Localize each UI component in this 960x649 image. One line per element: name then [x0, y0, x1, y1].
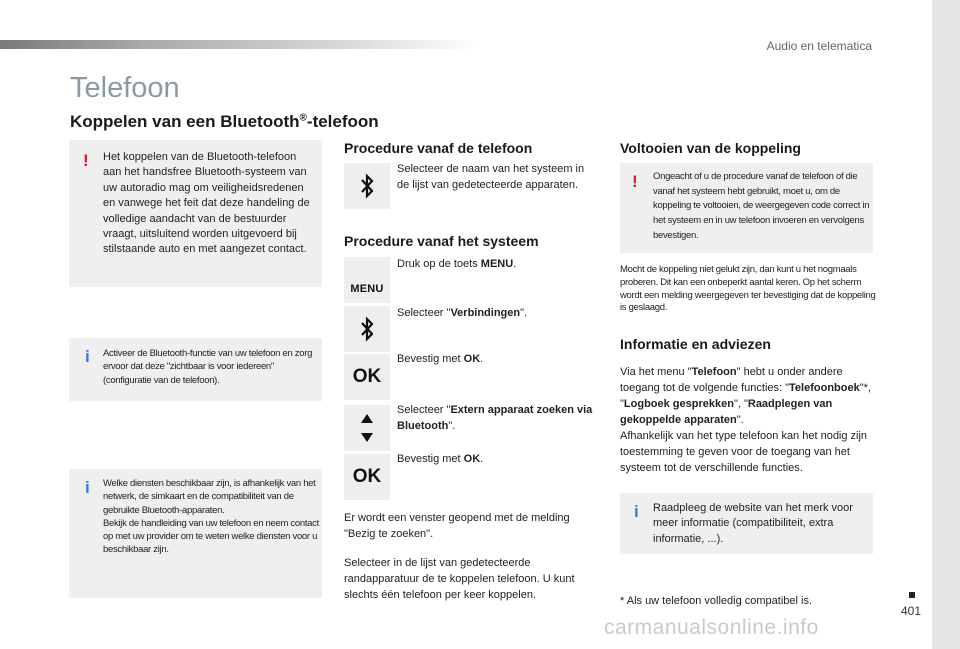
menu-label: MENU	[350, 283, 384, 295]
step-select-external-device: Selecteer "Extern apparaat zoeken via Bluetooth".	[397, 404, 593, 432]
step-select-connections: Selecteer "Verbindingen".	[397, 307, 528, 319]
bluetooth-icon	[359, 173, 375, 199]
ok-label: OK	[352, 466, 382, 487]
heading-procedure-system: Procedure vanaf het systeem	[344, 233, 539, 249]
ok-label: OK	[352, 366, 382, 387]
warning-text: Het koppelen van de Bluetooth-telefoon aan het handsfree Bluetooth-systeem van uw autoradio mag om veiligheidsredenen en vanwege het feit dat deze handeling de volledige aandacht van de bestuurder vraagt, uitsluitend worden uitgevoerd bij stilstaande auto en met aangezet contact.	[103, 151, 310, 256]
step-confirm-ok: Bevestig met OK.	[397, 353, 484, 365]
info-text-website: Raadpleeg de website van het merk voor meer informatie (compatibiliteit, extra informatie, ...).	[653, 502, 853, 545]
bluetooth-button	[344, 306, 390, 352]
phone-step-text: Selecteer de naam van het systeem in de lijst van gedetecteerde apparaten.	[397, 163, 585, 191]
warning-text-code: Ongeacht of u de procedure vanaf de telefoon of die vanaf het systeem hebt gebruikt, moet u, om de koppeling te voltooien, de weergegeven code correct in het systeem en in uw telefoon invoeren en vervolgens bevestigen.	[653, 171, 870, 241]
up-down-button	[344, 405, 390, 451]
page-title: Telefoon	[70, 72, 180, 104]
right-margin-strip	[932, 0, 960, 649]
info-text-activate: Activeer de Bluetooth-functie van uw telefoon en zorg ervoor dat deze "zichtbaar is voor iedereen" (configuratie van de telefoon).	[103, 348, 313, 386]
info-icon: i	[85, 347, 90, 366]
footnote: * Als uw telefoon volledig compatibel is.	[620, 595, 812, 607]
warning-icon: !	[83, 151, 89, 170]
section-subtitle: Koppelen van een Bluetooth®-telefoon	[70, 112, 379, 131]
info-advice-text: Via het menu "Telefoon" hebt u onder andere toegang tot de volgende functies: "Telefoonboek"*, "Logboek gesprekken", "Raadplegen van gekoppelde apparaten". Afhankelijk van het type telefoon kan het nodig zijn toestemming te geven voor de toegang van het systeem tot de verschillende functies.	[620, 366, 871, 474]
heading-complete-pairing: Voltooien van de koppeling	[620, 140, 801, 156]
info-icon: i	[634, 502, 639, 521]
bluetooth-icon	[359, 316, 375, 342]
top-decorative-bar	[0, 40, 480, 49]
heading-procedure-phone: Procedure vanaf de telefoon	[344, 140, 533, 156]
info-text-services: Welke diensten beschikbaar zijn, is afhankelijk van het netwerk, de simkaart en de compatibiliteit van de gebruikte Bluetooth-apparaten. Bekijk de handleiding van uw telefoon en neem contact op met uw provider om te weten welke diensten voor u beschikbaar zijn.	[103, 478, 319, 556]
warning-box-safety	[69, 140, 322, 287]
warning-icon: !	[632, 172, 638, 191]
warning-box-code	[620, 163, 873, 253]
select-device-text: Selecteer in de lijst van gedetecteerde randapparatuur de te koppelen telefoon. U kunt slechts één telefoon per keer koppelen.	[344, 557, 575, 601]
info-box-services	[69, 469, 322, 598]
up-down-arrows-icon	[358, 411, 376, 445]
ok-button	[344, 354, 390, 400]
info-icon: i	[85, 478, 90, 497]
ok-button	[344, 454, 390, 500]
watermark: carmanualsonline.info	[604, 616, 819, 639]
info-box-activate	[69, 338, 322, 401]
step-press-menu: Druk op de toets MENU.	[397, 258, 517, 270]
section-header: Audio en telematica	[766, 39, 872, 53]
pairing-failed-text: Mocht de koppeling niet gelukt zijn, dan kunt u het nogmaals proberen. Dit kan een onbeperkt aantal keren. Op het scherm wordt een melding weergegeven ter bevestiging dat de koppeling is geslaagd.	[620, 264, 876, 314]
menu-button	[344, 257, 390, 303]
page-number: 401	[901, 604, 922, 618]
page-marker	[909, 592, 915, 598]
bluetooth-button	[344, 163, 390, 209]
heading-info-advice: Informatie en adviezen	[620, 336, 771, 352]
step-confirm-ok-2: Bevestig met OK.	[397, 453, 484, 465]
info-box-website	[620, 493, 873, 554]
searching-message: Er wordt een venster geopend met de melding "Bezig te zoeken".	[344, 512, 570, 540]
